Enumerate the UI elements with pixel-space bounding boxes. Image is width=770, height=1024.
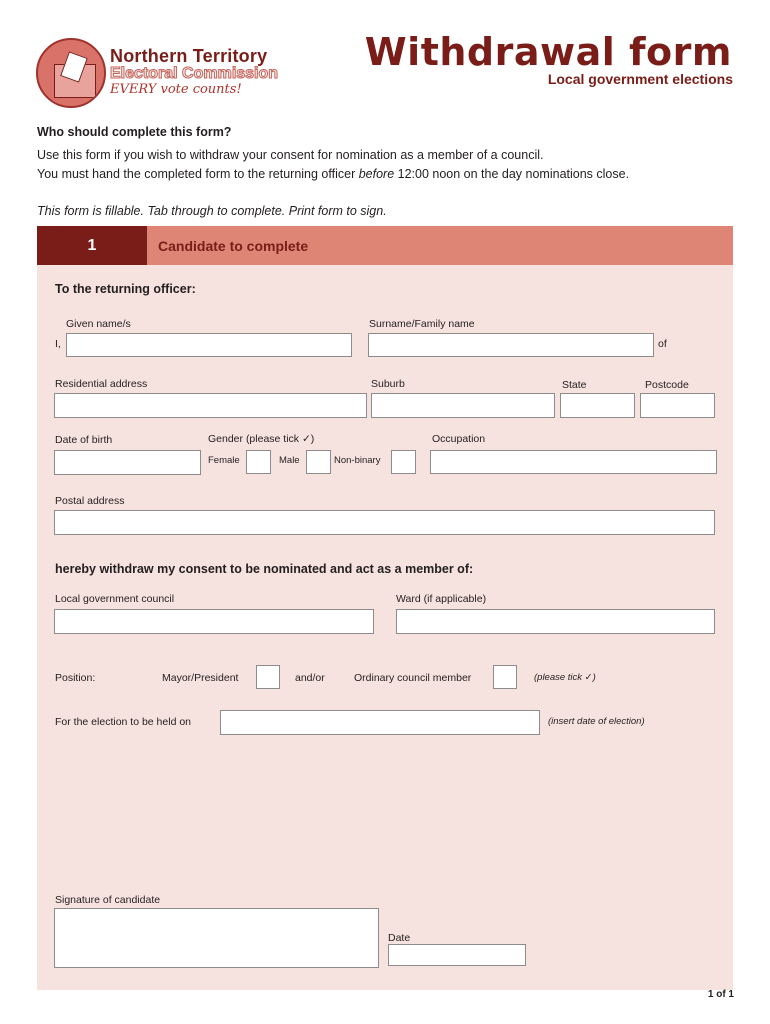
- male-checkbox[interactable]: [306, 450, 331, 474]
- council-label: Local government council: [55, 593, 175, 605]
- postal-address-input[interactable]: [54, 510, 715, 535]
- logo-text-electoral-commission: Electoral Commission: [110, 65, 279, 82]
- gender-label: Gender (please tick ✓): [208, 433, 315, 445]
- postcode-input[interactable]: [640, 393, 715, 418]
- surname-label: Surname/Family name: [369, 318, 475, 330]
- page-number: 1 of 1: [707, 989, 734, 1000]
- nonbinary-label: Non-binary: [334, 455, 381, 466]
- ordinary-member-checkbox[interactable]: [493, 665, 517, 689]
- date-label: Date: [388, 932, 411, 944]
- tick-note: (please tick ✓): [534, 672, 596, 683]
- nonbinary-checkbox[interactable]: [391, 450, 416, 474]
- suburb-input[interactable]: [371, 393, 555, 418]
- form-subtitle: Local government elections: [547, 71, 733, 87]
- ward-input[interactable]: [396, 609, 715, 634]
- intro-heading: Who should complete this form?: [37, 125, 232, 139]
- residential-address-input[interactable]: [54, 393, 367, 418]
- of-label: of: [658, 338, 667, 350]
- section-header-bar: [37, 226, 733, 265]
- dob-input[interactable]: [54, 450, 201, 475]
- intro-text: [37, 146, 629, 184]
- occupation-label: Occupation: [432, 433, 486, 445]
- ward-label: Ward (if applicable): [396, 593, 487, 605]
- fillable-note: This form is fillable. Tab through to complete. Print form to sign.: [37, 204, 387, 218]
- given-name-label: Given name/s: [66, 318, 131, 330]
- suburb-label: Suburb: [371, 378, 405, 390]
- election-date-input[interactable]: [220, 710, 540, 735]
- occupation-input[interactable]: [430, 450, 717, 474]
- election-date-note: (insert date of election): [548, 716, 645, 727]
- surname-input[interactable]: [368, 333, 654, 357]
- withdraw-statement: hereby withdraw my consent to be nominated and act as a member of:: [55, 562, 474, 576]
- council-input[interactable]: [54, 609, 374, 634]
- to-officer-heading: To the returning officer:: [55, 282, 196, 296]
- mayor-label: Mayor/President: [162, 672, 239, 684]
- position-label: Position:: [55, 672, 96, 684]
- form-title: Withdrawal form: [364, 30, 732, 74]
- given-name-input[interactable]: [66, 333, 352, 357]
- logo-text-northern-territory: Northern Territory: [110, 46, 268, 66]
- dob-label: Date of birth: [55, 434, 113, 446]
- i-label: I,: [55, 338, 61, 350]
- postcode-label: Postcode: [645, 379, 689, 391]
- nt-electoral-commission-logo: [36, 38, 306, 108]
- intro-line-2: You must hand the completed form to the returning officer before 12:00 noon on the day nominations close.: [37, 167, 630, 181]
- date-input[interactable]: [388, 944, 526, 966]
- mayor-checkbox[interactable]: [256, 665, 280, 689]
- state-label: State: [562, 379, 587, 391]
- female-label: Female: [208, 455, 240, 466]
- section-title: Candidate to complete: [158, 238, 309, 254]
- male-label: Male: [279, 455, 300, 466]
- intro-line-1: Use this form if you wish to withdraw your consent for nomination as a member of a council.: [37, 148, 544, 162]
- postal-address-label: Postal address: [55, 495, 125, 507]
- ordinary-member-label: Ordinary council member: [354, 672, 472, 684]
- residential-address-label: Residential address: [55, 378, 148, 390]
- election-date-label: For the election to be held on: [55, 716, 192, 728]
- state-input[interactable]: [560, 393, 635, 418]
- section-number: 1: [37, 226, 147, 265]
- logo-tagline: EVERY vote counts!: [110, 82, 242, 97]
- ballot-box-icon: [36, 38, 106, 108]
- signature-label: Signature of candidate: [55, 894, 161, 906]
- female-checkbox[interactable]: [246, 450, 271, 474]
- section-candidate: [37, 226, 733, 990]
- signature-box[interactable]: [54, 908, 379, 968]
- andor-label: and/or: [295, 672, 325, 684]
